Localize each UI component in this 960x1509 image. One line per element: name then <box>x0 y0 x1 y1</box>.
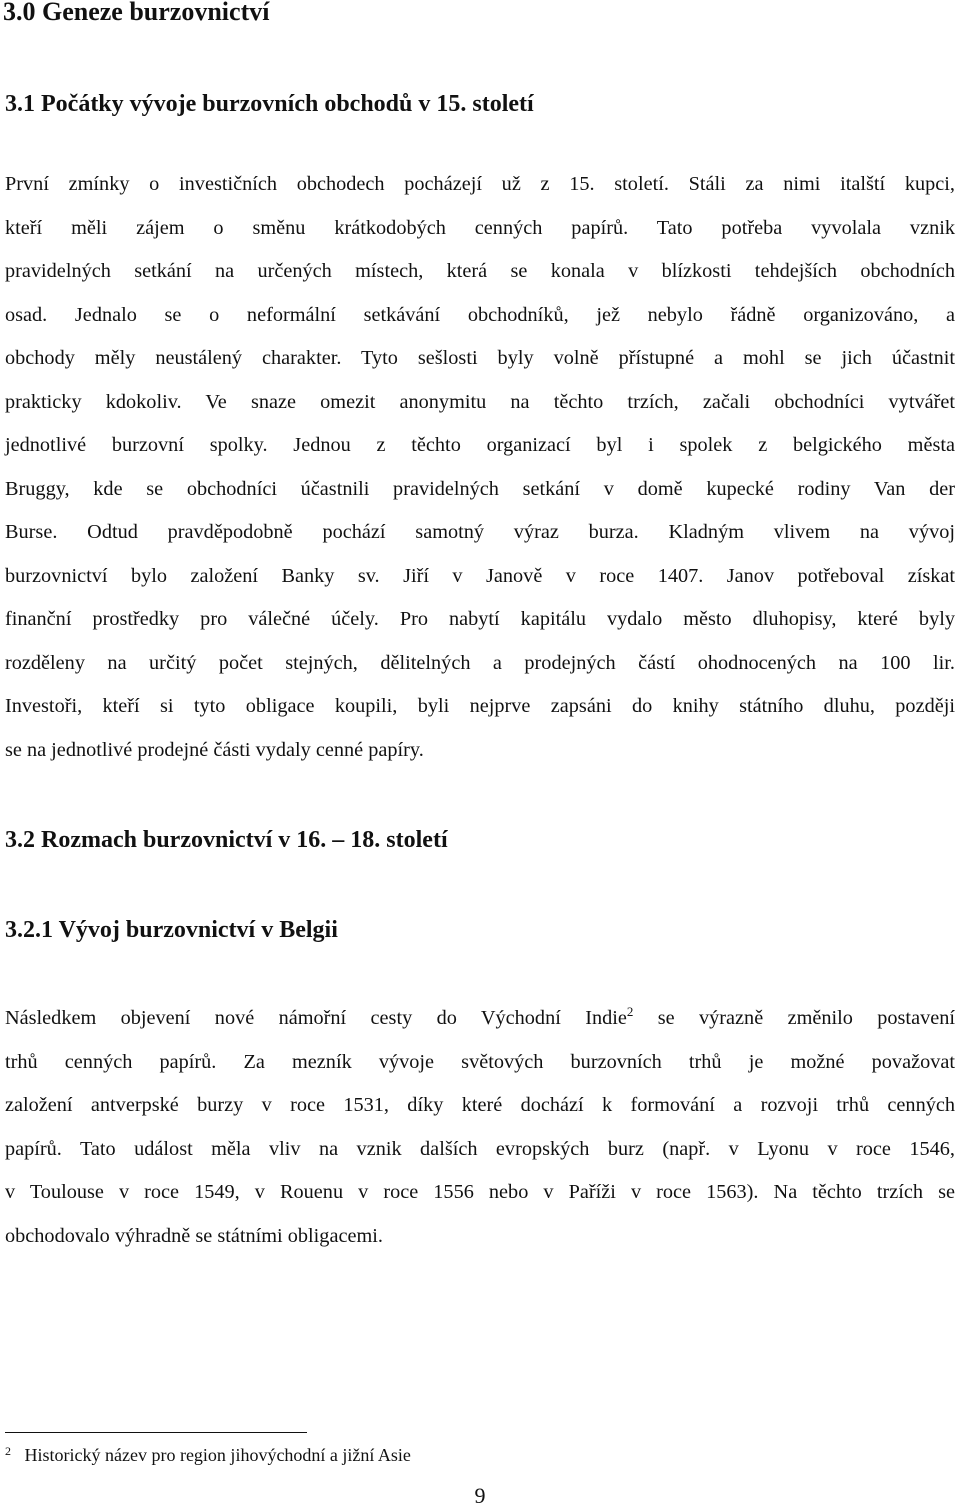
section-heading-3-1: 3.1 Počátky vývoje burzovních obchodů v 15. století <box>5 91 534 117</box>
footnote <box>5 1442 411 1468</box>
paragraph-line: pravidelných setkání na určených místech, která se konala v blízkosti tehdejších obchodních <box>5 260 955 282</box>
section-heading-3-2-1: 3.2.1 Vývoj burzovnictví v Belgii <box>5 917 338 943</box>
paragraph-line: papírů. Tato událost měla vliv na vznik dalších evropských burz (např. v Lyonu v roce 1546, <box>5 1137 955 1160</box>
paragraph-line: První zmínky o investičních obchodech pocházejí už z 15. století. Stáli za nimi italští kupci, <box>5 173 955 195</box>
footnote-text: Historický název pro region jihovýchodní a jižní Asie <box>24 1445 411 1465</box>
paragraph-line: v Toulouse v roce 1549, v Rouenu v roce 1556 nebo v Paříži v roce 1563). Na těchto trzích se <box>5 1181 955 1203</box>
paragraph-line: Bruggy, kde se obchodníci účastnili pravidelných setkání v domě kupecké rodiny Van der <box>5 477 955 500</box>
page-number: 9 <box>474 1483 486 1508</box>
paragraph-line: obchody měly neustálený charakter. Tyto sešlosti byly volně přístupné a mohl se jich účastnit <box>5 347 955 369</box>
paragraph-line: Burse. Odtud pravděpodobně pochází samotný výraz burza. Kladným vlivem na vývoj <box>5 521 955 543</box>
paragraph-line: založení antverpské burzy v roce 1531, díky které dochází k formování a rozvoji trhů cenných <box>5 1094 955 1116</box>
footnote-separator <box>5 1432 307 1433</box>
paragraph-line: burzovnictví bylo založení Banky sv. Jiří v Janově v roce 1407. Janov potřeboval získat <box>5 564 955 587</box>
paragraph-line <box>5 997 955 1041</box>
paragraph-text: se výrazně změnilo postavení <box>633 1007 955 1029</box>
paragraph-line: finanční prostředky pro válečné účely. Pro nabytí kapitálu vydalo město dluhopisy, které byly <box>5 608 955 630</box>
paragraph-line: se na jednotlivé prodejné části vydaly cenné papíry. <box>5 738 424 761</box>
section-3-2-1-paragraph <box>5 997 955 1258</box>
paragraph-text: Následkem objevení nové námořní cesty do Východní Indie <box>5 1007 627 1029</box>
paragraph-line: trhů cenných papírů. Za mezník vývoje světových burzovních trhů je možné považovat <box>5 1050 955 1073</box>
chapter-heading: 3.0 Geneze burzovnictví <box>3 0 270 26</box>
paragraph-line: jednotlivé burzovní spolky. Jednou z těchto organizací byl i spolek z belgického města <box>5 434 955 456</box>
paragraph-line: Investoři, kteří si tyto obligace koupili, byli nejprve zapsáni do knihy státního dluhu, později <box>5 695 955 717</box>
section-3-1-paragraph <box>5 163 955 772</box>
paragraph-line: prakticky kdokoliv. Ve snaze omezit anonymitu na těchto trzích, začali obchodníci vytvářet <box>5 390 955 413</box>
paragraph-line: kteří měli zájem o směnu krátkodobých cenných papírů. Tato potřeba vyvolala vznik <box>5 216 955 239</box>
paragraph-line: obchodovalo výhradně se státními obligacemi. <box>5 1224 383 1247</box>
paragraph-line: rozděleny na určitý počet stejných, dělitelných a prodejných částí ohodnocených na 100 lir. <box>5 651 955 674</box>
paragraph-line: osad. Jednalo se o neformální setkávání obchodníků, jež nebylo řádně organizováno, a <box>5 303 955 326</box>
footnote-reference[interactable]: 2 <box>626 1004 634 1019</box>
footnote-marker: 2 <box>5 1444 11 1458</box>
section-heading-3-2: 3.2 Rozmach burzovnictví v 16. – 18. století <box>5 827 448 853</box>
